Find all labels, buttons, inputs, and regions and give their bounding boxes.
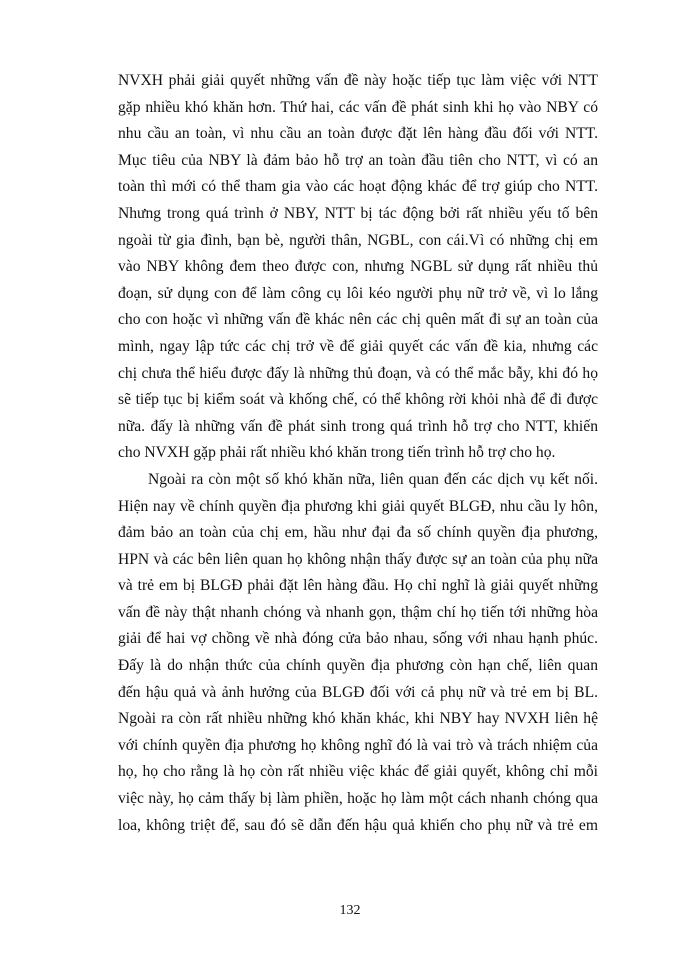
text-line: đảm bảo an toàn của chị em, hầu như đại đa số chính quyền địa phương, (118, 524, 598, 542)
text-line: Nhưng trong quá trình ở NBY, NTT bị tác động bởi rất nhiều yếu tố bên (118, 204, 598, 222)
text-line: với chính quyền địa phương họ không nghĩ đó là vai trò và trách nhiệm của (118, 736, 598, 754)
text-line: ngoài từ gia đình, bạn bè, người thân, NGBL, con cái.Vì có những chị em (118, 231, 598, 249)
text-line: Ngoài ra còn rất nhiều những khó khăn khác, khi NBY hay NVXH liên hệ (118, 710, 598, 728)
text-line: Mục tiêu của NBY là đảm bảo hỗ trợ an toàn đầu tiên cho NTT, vì có an (118, 151, 598, 169)
text-line: NVXH phải giải quyết những vấn đề này hoặc tiếp tục làm việc với NTT (118, 72, 598, 89)
text-line: việc này, họ cảm thấy bị làm phiền, hoặc họ làm một cách nhanh chóng qua (118, 790, 598, 808)
text-line: Hiện nay về chính quyền địa phương khi giải quyết BLGĐ, nhu cầu ly hôn, (118, 497, 598, 515)
text-line: cho NVXH gặp phải rất nhiều khó khăn trong tiến trình hỗ trợ cho họ. (118, 444, 556, 462)
text-line: nhu cầu an toàn, vì nhu cầu an toàn được đặt lên hàng đầu đối với NTT. (118, 125, 598, 143)
text-line: Đấy là do nhận thức của chính quyền địa phương còn hạn chế, liên quan (118, 657, 598, 675)
text-line: chị chưa thể hiểu được đấy là những thủ đoạn, và có thể mắc bẫy, khi đó họ (118, 364, 598, 382)
text-line: mình, ngay lập tức các chị trở về để giải quyết các vấn đề kia, nhưng các (118, 337, 598, 355)
text-line: nữa. đấy là những vấn đề phát sinh trong quá trình hỗ trợ cho NTT, khiến (118, 417, 598, 435)
text-line: và trẻ em bị BLGĐ phải đặt lên hàng đầu. Họ chỉ nghĩ là giải quyết những (118, 577, 598, 595)
text-line: toàn thì mới có thể tham gia vào các hoạt động khác để trợ giúp cho NTT. (118, 178, 598, 196)
text-line: vấn đề này thật nhanh chóng và nhanh gọn, thậm chí họ tiến tới những hòa (118, 603, 598, 621)
text-line: sẽ tiếp tục bị kiểm soát và khống chế, có thể không rời khỏi nhà để đi được (118, 391, 598, 409)
text-line: vào NBY không đem theo được con, nhưng NGBL sử dụng rất nhiều thủ (118, 258, 598, 276)
text-line: HPN và các bên liên quan họ không nhận thấy được sự an toàn của phụ nữa (118, 550, 598, 568)
text-line: gặp nhiều khó khăn hơn. Thứ hai, các vấn đề phát sinh khi họ vào NBY có (118, 98, 598, 116)
text-line: giải để hai vợ chồng về nhà đóng cửa bảo nhau, sống với nhau hạnh phúc. (118, 630, 598, 648)
text-line: cho con hoặc vì những vấn đề khác nên các chị quên mất đi sự an toàn của (118, 311, 598, 329)
text-line: đến hậu quả và ảnh hưởng của BLGĐ đối với cả phụ nữ và trẻ em bị BL. (118, 683, 598, 701)
text-line: họ, họ cho rằng là họ còn rất nhiều việc khác để giải quyết, không chỉ mỗi (118, 763, 598, 781)
text-line: Ngoài ra còn một số khó khăn nữa, liên quan đến các dịch vụ kết nối. (148, 470, 598, 488)
text-line: loa, không triệt để, sau đó sẽ dẫn đến hậu quả khiến cho phụ nữ và trẻ em (118, 816, 598, 834)
text-line: đoạn, sử dụng con để làm công cụ lôi kéo người phụ nữ trở về, vì lo lắng (118, 284, 598, 302)
body-text (118, 68, 598, 839)
page-number: 132 (339, 903, 361, 918)
